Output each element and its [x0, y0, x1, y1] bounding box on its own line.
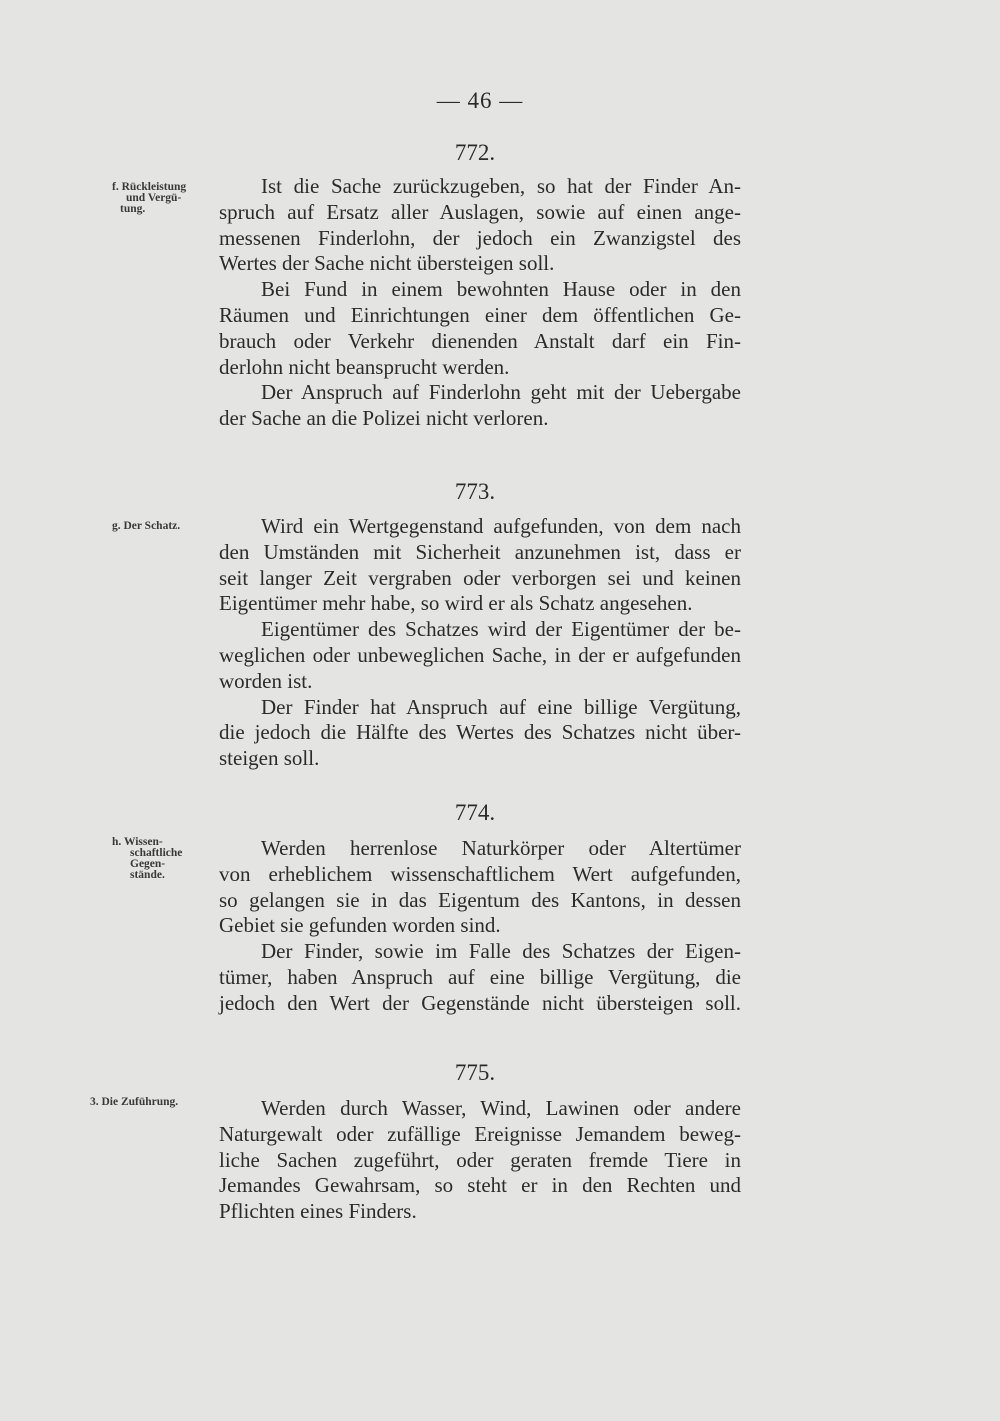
- article-body: [219, 1096, 741, 1225]
- article-number: 773.: [454, 479, 496, 504]
- text-line: Jemandes Gewahrsam, so steht er in den Rechten und: [219, 1173, 741, 1198]
- article-body: [219, 836, 741, 1017]
- text-line: Werden herrenlose Naturkörper oder Altertümer: [261, 836, 741, 860]
- margin-note-line: tung.: [120, 203, 146, 215]
- paragraph: [219, 1096, 741, 1225]
- paragraph: [219, 514, 741, 617]
- text-line: messenen Finderlohn, der jedoch ein Zwanzigstel des: [219, 225, 741, 250]
- text-line: Bei Fund in einem bewohnten Hause oder in den: [261, 277, 741, 302]
- text-line: die jedoch die Hälfte des Wertes des Schatzes nicht über-: [219, 720, 741, 745]
- margin-note: [112, 521, 230, 532]
- text-line: steigen soll.: [219, 746, 320, 771]
- margin-note-line: h. Wissen-: [112, 836, 163, 848]
- article-number: 774.: [454, 800, 496, 825]
- paragraph: [219, 695, 741, 772]
- text-line: brauch oder Verkehr dienenden Anstalt darf ein Fin-: [219, 328, 741, 353]
- paragraph: [219, 380, 741, 432]
- margin-note-line: und Vergü-: [126, 192, 182, 204]
- article-number: 772.: [454, 140, 496, 165]
- text-line: tümer, haben Anspruch auf eine billige Vergütung, die: [219, 964, 741, 989]
- margin-note: [90, 1097, 208, 1108]
- text-line: Der Anspruch auf Finderlohn geht mit der Uebergabe: [261, 380, 741, 405]
- text-line: liche Sachen zugeführt, oder geraten fremde Tiere in: [219, 1147, 741, 1172]
- text-line: spruch auf Ersatz aller Auslagen, sowie auf einen ange-: [219, 199, 741, 224]
- text-line: Werden durch Wasser, Wind, Lawinen oder andere: [261, 1096, 741, 1120]
- text-line: der Sache an die Polizei nicht verloren.: [219, 406, 549, 431]
- margin-note-line: stände.: [130, 869, 165, 881]
- paragraph: [219, 174, 741, 277]
- margin-note-line: f. Rückleistung: [112, 181, 187, 193]
- paragraph: [219, 836, 741, 939]
- text-line: Wertes der Sache nicht übersteigen soll.: [219, 251, 555, 276]
- margin-note-line: g. Der Schatz.: [112, 520, 181, 532]
- article-body: [219, 174, 741, 432]
- text-line: so gelangen sie in das Eigentum des Kantons, in dessen: [219, 887, 741, 912]
- text-line: Ist die Sache zurückzugeben, so hat der Finder An-: [261, 174, 741, 198]
- text-line: Der Finder, sowie im Falle des Schatzes der Eigen-: [261, 939, 741, 964]
- margin-note-line: schaftliche: [130, 847, 183, 859]
- text-line: Eigentümer mehr habe, so wird er als Schatz angesehen.: [219, 591, 693, 616]
- paragraph: [219, 939, 741, 1016]
- margin-note-line: 3. Die Zuführung.: [90, 1096, 179, 1108]
- text-line: Wird ein Wertgegenstand aufgefunden, von dem nach: [261, 514, 741, 538]
- text-line: Gebiet sie gefunden worden sind.: [219, 913, 501, 938]
- text-line: derlohn nicht beansprucht werden.: [219, 354, 510, 379]
- text-line: den Umständen mit Sicherheit anzunehmen ist, dass er: [219, 539, 741, 564]
- text-line: Eigentümer des Schatzes wird der Eigentümer der be-: [261, 617, 741, 642]
- text-line: Räumen und Einrichtungen einer dem öffentlichen Ge-: [219, 302, 741, 327]
- text-line: worden ist.: [219, 668, 313, 693]
- article-body: [219, 514, 741, 772]
- paragraph: [219, 617, 741, 694]
- text-line: seit langer Zeit vergraben oder verborgen sei und keinen: [219, 565, 741, 590]
- text-line: Naturgewalt oder zufällige Ereignisse Jemandem beweg-: [219, 1121, 741, 1146]
- text-line: Der Finder hat Anspruch auf eine billige Vergütung,: [261, 694, 741, 719]
- text-line: jedoch den Wert der Gegenstände nicht übersteigen soll.: [219, 990, 741, 1015]
- margin-note: [112, 837, 230, 881]
- article-number: 775.: [454, 1060, 496, 1085]
- text-line: weglichen oder unbeweglichen Sache, in der er aufgefunden: [219, 642, 741, 667]
- text-line: von erheblichem wissenschaftlichem Wert aufgefunden,: [219, 861, 741, 886]
- page-number: — 46 —: [436, 88, 524, 113]
- margin-note: [112, 182, 230, 215]
- paragraph: [219, 277, 741, 380]
- text-line: Pflichten eines Finders.: [219, 1199, 417, 1224]
- margin-note-line: Gegen-: [130, 858, 166, 870]
